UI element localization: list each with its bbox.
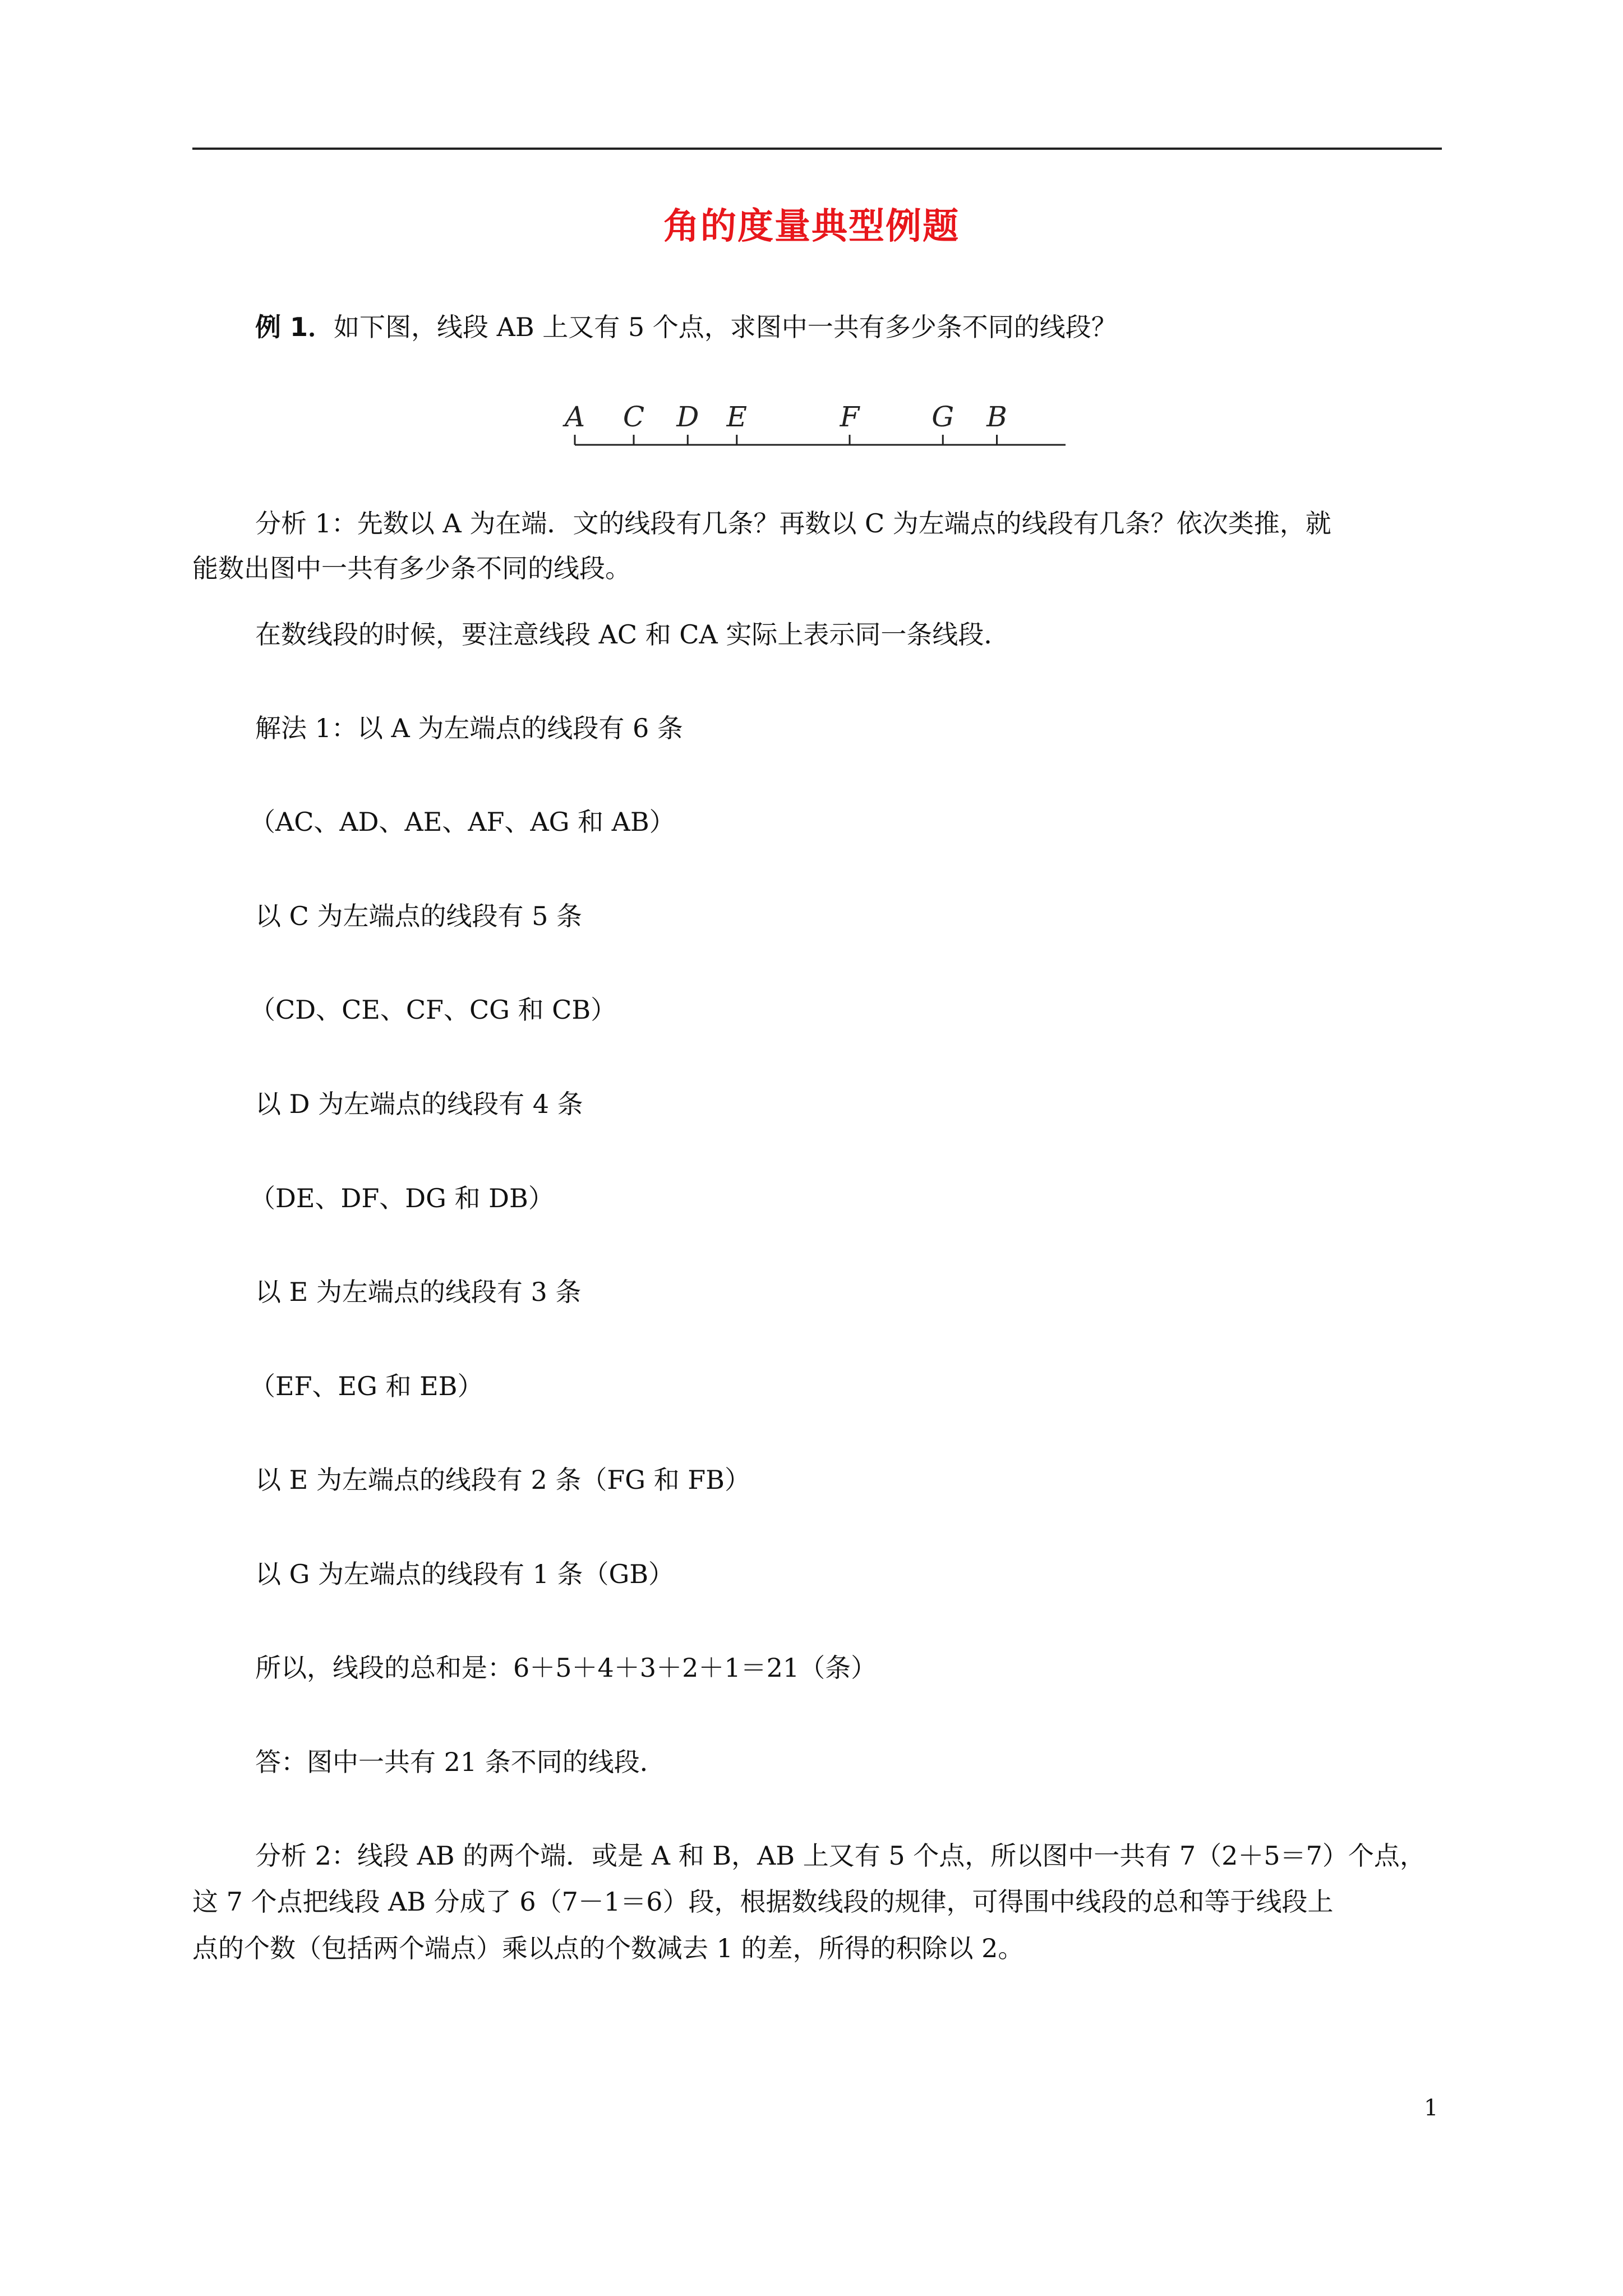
analysis-2-line-3: 点的个数（包括两个端点）乘以点的个数减去 1 的差，所得的积除以 2。	[192, 1933, 1024, 1963]
page-number: 1	[1424, 2095, 1438, 2121]
point-label-g: G	[932, 401, 955, 433]
solution-1-sum: 所以，线段的总和是：6＋5＋4＋3＋2＋1＝21（条）	[255, 1653, 877, 1683]
segment-points	[562, 401, 1007, 445]
point-label-a: A	[564, 401, 585, 433]
solution-1-g-line: 以 G 为左端点的线段有 1 条（GB）	[255, 1559, 675, 1589]
point-label-e: E	[726, 401, 747, 433]
solution-1-f-line: 以 E 为左端点的线段有 2 条（FG 和 FB）	[255, 1465, 750, 1495]
solution-1-c-list: （CD、CE、CF、CG 和 CB）	[250, 995, 617, 1025]
example-1-label: 例 1．	[255, 312, 334, 342]
header-rule	[192, 148, 1442, 150]
solution-1-answer: 答：图中一共有 21 条不同的线段．	[255, 1747, 666, 1777]
analysis-1-line-2: 能数出图中一共有多少条不同的线段。	[192, 553, 631, 583]
solution-1-intro: 解法 1：以 A 为左端点的线段有 6 条	[255, 713, 683, 743]
example-1-text: 如下图，线段 AB 上又有 5 个点，求图中一共有多少条不同的线段？	[334, 312, 1117, 342]
example-1-question	[255, 311, 1117, 343]
segment-diagram	[561, 395, 1077, 457]
analysis-1-line-1: 分析 1：先数以 A 为在端．文的线段有几条？再数以 C 为左端点的线段有几条？依次类推，就	[255, 508, 1331, 539]
point-label-f: F	[840, 401, 860, 433]
solution-1-e-list: （EF、EG 和 EB）	[250, 1371, 483, 1401]
solution-1-e-line: 以 E 为左端点的线段有 3 条	[255, 1277, 582, 1307]
note-text: 在数线段的时候，要注意线段 AC 和 CA 实际上表示同一条线段．	[255, 619, 1010, 650]
analysis-2-line-2: 这 7 个点把线段 AB 分成了 6（7－1＝6）段，根据数线段的规律，可得围中线段的总和等于线段上	[192, 1887, 1334, 1917]
solution-1-a-list: （AC、AD、AE、AF、AG 和 AB）	[250, 807, 675, 837]
solution-1-c-line: 以 C 为左端点的线段有 5 条	[255, 901, 582, 931]
point-label-d: D	[676, 401, 699, 433]
analysis-2-line-1: 分析 2：线段 AB 的两个端．或是 A 和 B，AB 上又有 5 个点，所以图中一共有 7（2＋5＝7）个点，	[255, 1841, 1426, 1871]
solution-1-d-line: 以 D 为左端点的线段有 4 条	[255, 1089, 583, 1119]
solution-1-d-list: （DE、DF、DG 和 DB）	[250, 1183, 554, 1213]
page-title: 角的度量典型例题	[663, 206, 960, 247]
point-label-c: C	[623, 401, 645, 433]
point-label-b: B	[986, 401, 1007, 433]
